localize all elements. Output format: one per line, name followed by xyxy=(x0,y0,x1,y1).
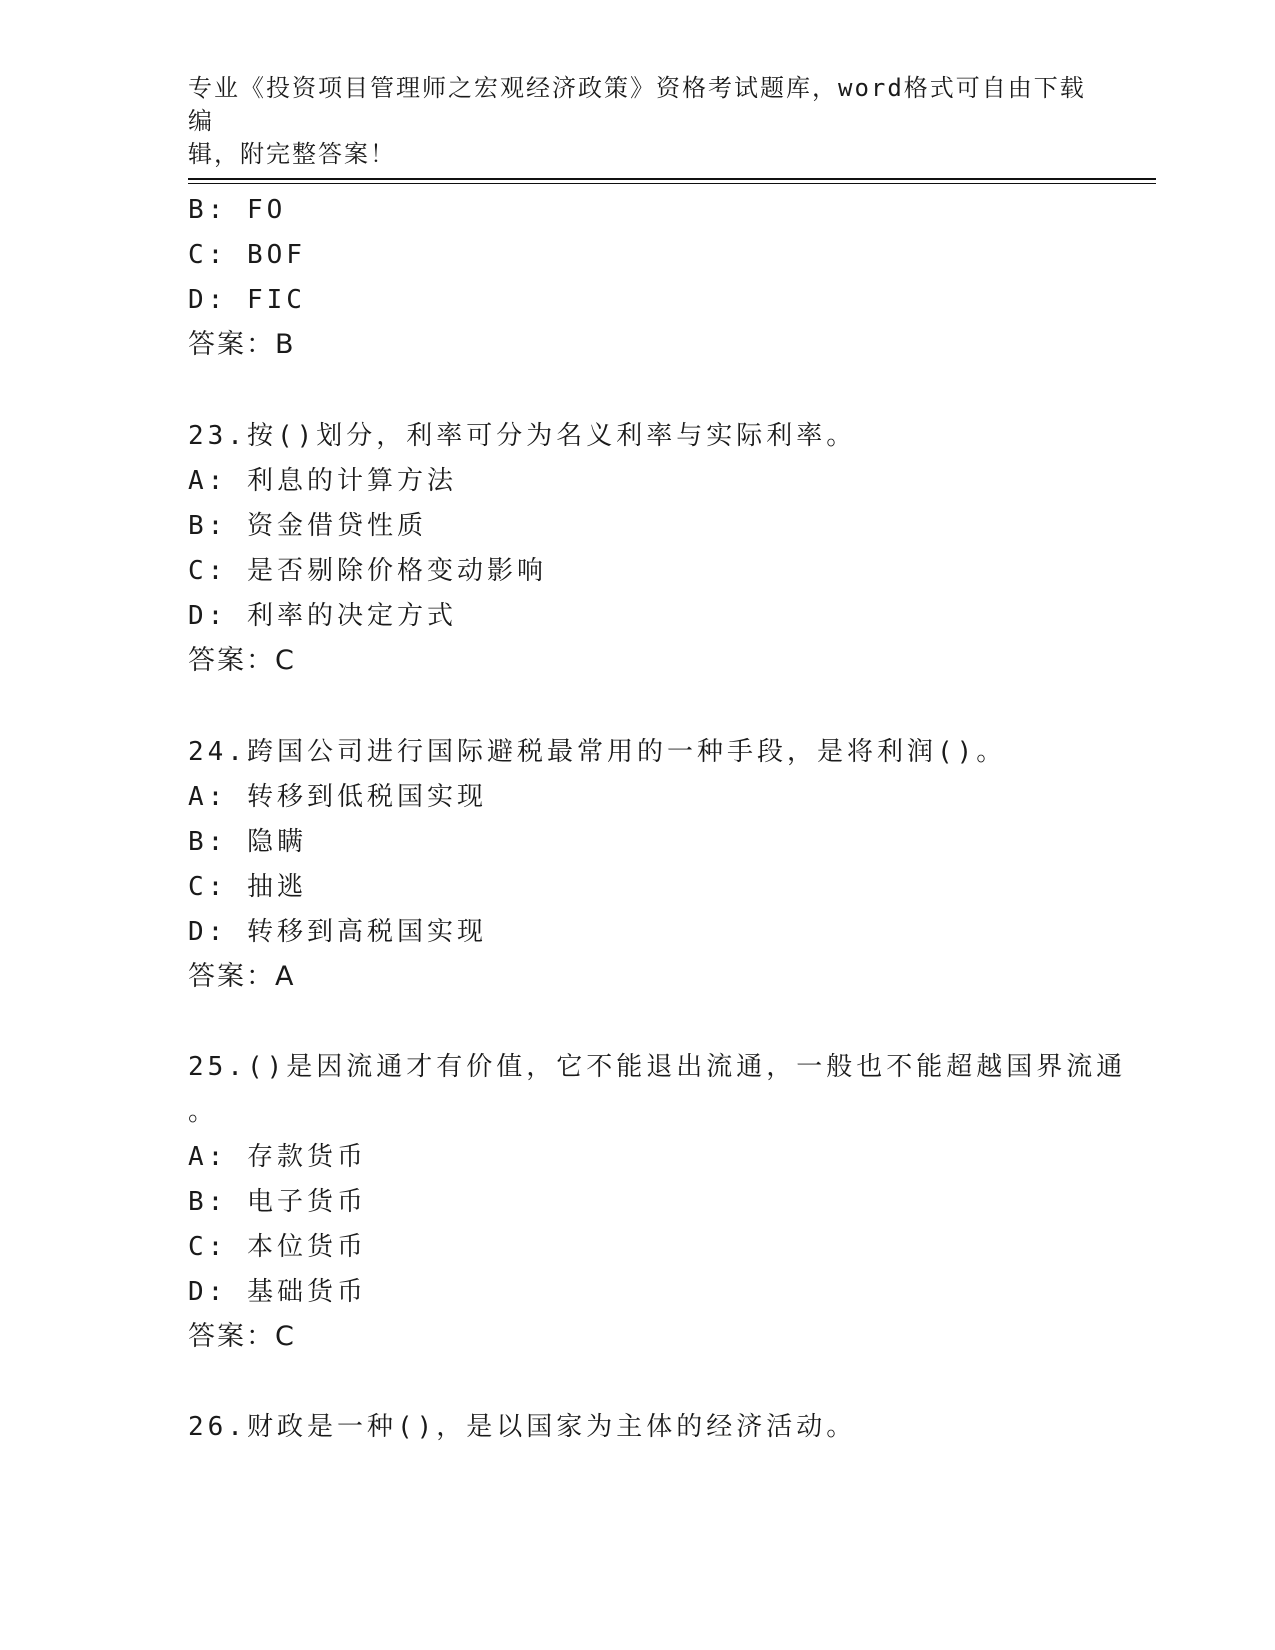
q24-option-d: D: 转移到高税国实现 xyxy=(188,917,487,947)
q22-option-b: B: FO xyxy=(188,195,287,225)
q25-option-b: B: 电子货币 xyxy=(188,1187,367,1217)
header-line-1: 专业《投资项目管理师之宏观经济政策》资格考试题库，word格式可自由下载编 xyxy=(188,74,1086,135)
q25-option-c: C: 本位货币 xyxy=(188,1232,367,1262)
q24-option-a: A: 转移到低税国实现 xyxy=(188,782,487,812)
q24-question: 24.跨国公司进行国际避税最常用的一种手段，是将利润()。 xyxy=(188,737,1007,767)
q25-option-a: A: 存款货币 xyxy=(188,1142,367,1172)
q23-option-c: C: 是否剔除价格变动影响 xyxy=(188,556,547,586)
q25-answer: 答案：C xyxy=(188,1321,296,1352)
q24-option-c: C: 抽逃 xyxy=(188,872,307,902)
q23-question: 23.按()划分，利率可分为名义利率与实际利率。 xyxy=(188,421,857,451)
q26-question: 26.财政是一种()，是以国家为主体的经济活动。 xyxy=(188,1412,857,1442)
q23-option-a: A: 利息的计算方法 xyxy=(188,466,457,496)
q24-answer: 答案：A xyxy=(188,961,296,992)
header-rule-thin xyxy=(188,183,1156,184)
header-rule-thick xyxy=(188,178,1156,180)
q22-answer: 答案：B xyxy=(188,329,296,360)
document-header xyxy=(188,72,1088,171)
q25-question-line-1: 25.()是因流通才有价值，它不能退出流通，一般也不能超越国界流通 xyxy=(188,1052,1127,1082)
header-line-2: 辑，附完整答案！ xyxy=(188,140,396,168)
q25-option-d: D: 基础货币 xyxy=(188,1277,367,1307)
q22-option-d: D: FIC xyxy=(188,285,306,315)
q23-option-d: D: 利率的决定方式 xyxy=(188,601,457,631)
q23-option-b: B: 资金借贷性质 xyxy=(188,511,427,541)
q24-option-b: B: 隐瞒 xyxy=(188,827,307,857)
q25-question-line-2: 。 xyxy=(188,1097,219,1127)
q23-answer: 答案：C xyxy=(188,645,296,676)
q22-option-c: C: BOF xyxy=(188,240,306,270)
